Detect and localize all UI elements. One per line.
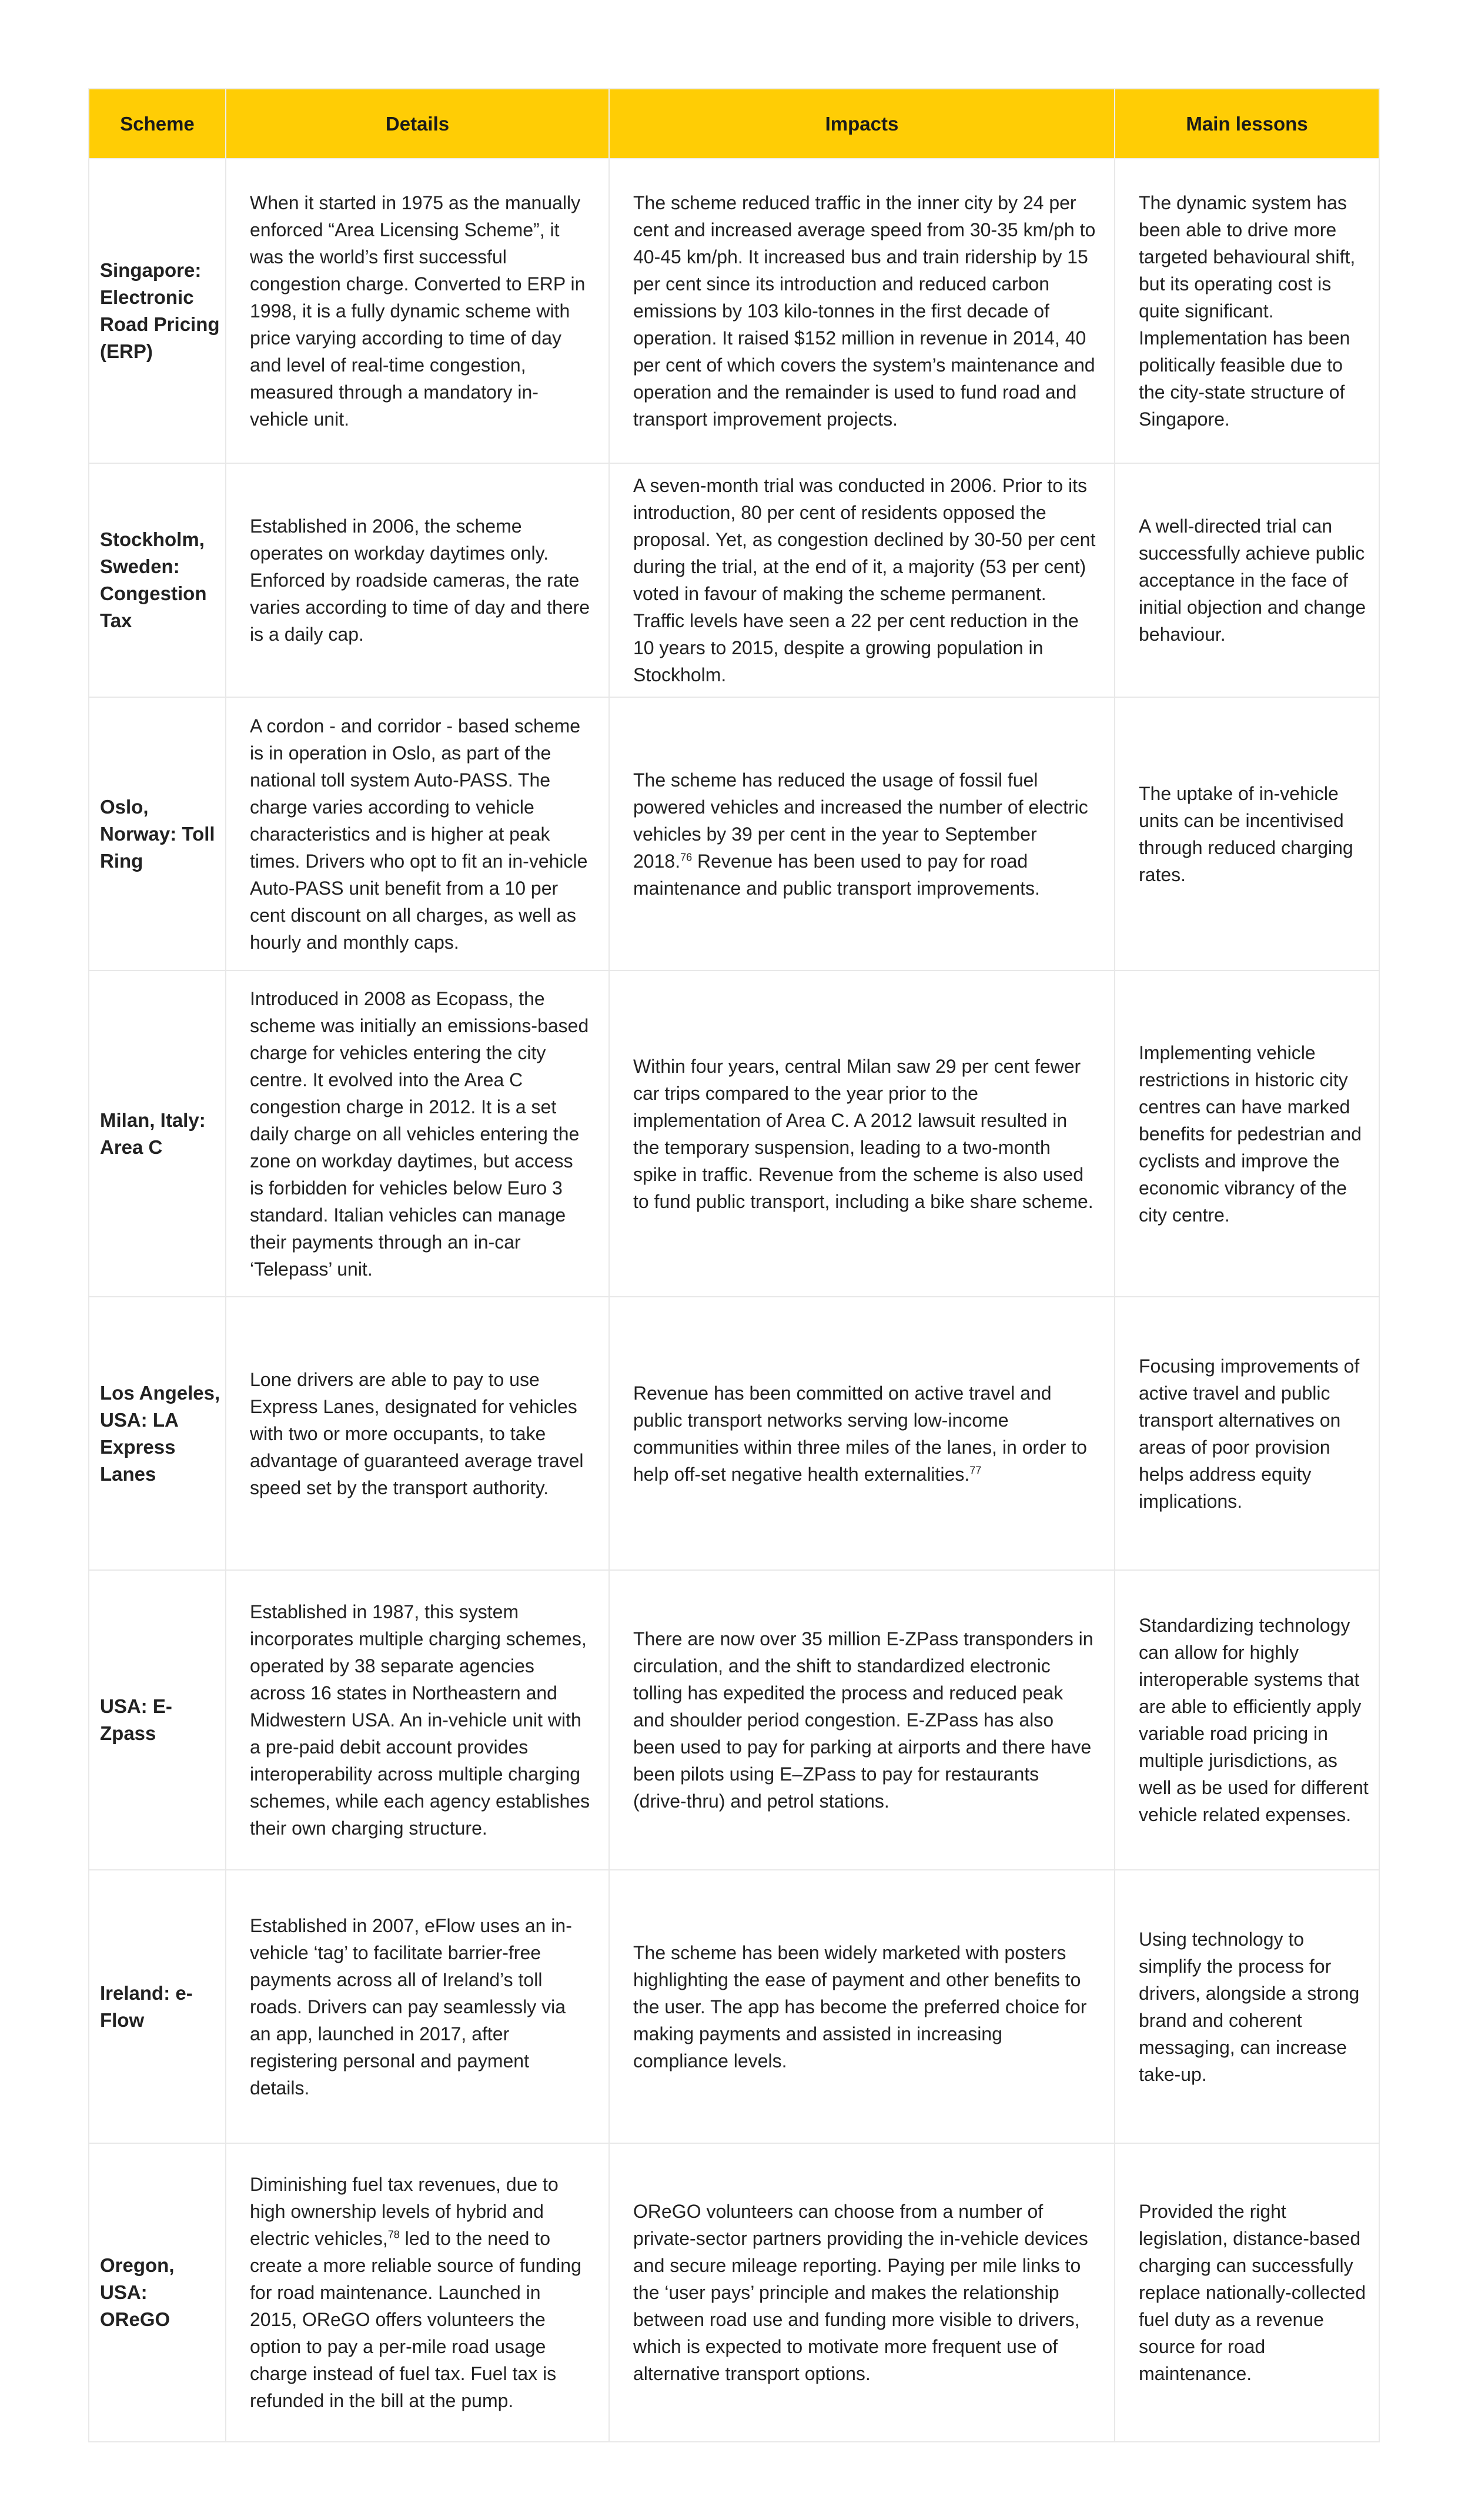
lessons-cell: Provided the right legislation, distance-based charging can successfully replace nationally-collected fuel duty as a revenue source for road maintenance.	[1115, 2143, 1379, 2442]
impacts-cell: There are now over 35 million E-ZPass transponders in circulation, and the shift to standardized electronic tolling has expedited the process and reduced peak and shoulder period congestion. E-ZPass has also been used to pay for parking at airports and there have been pilots using E–ZPass to pay for restaurants (drive-thru) and petrol stations.	[609, 1570, 1115, 1870]
table-row	[89, 1870, 1379, 2143]
header-impacts: Impacts	[609, 89, 1115, 159]
impacts-cell: OReGO volunteers can choose from a number of private-sector partners providing the in-vehicle devices and secure mileage reporting. Paying per mile links to the ‘user pays’ principle and makes the relationship between road use and funding more visible to drivers, which is expected to motivate more frequent use of alternative transport options.	[609, 2143, 1115, 2442]
details-cell: Established in 1987, this system incorporates multiple charging schemes, operated by 38 separate agencies across 16 states in Northeastern and Midwestern USA. An in-vehicle unit with a pre-paid debit account provides interoperability across multiple charging schemes, while each agency establishes their own charging structure.	[226, 1570, 609, 1870]
lessons-cell: Implementing vehicle restrictions in historic city centres can have marked benefits for pedestrian and cyclists and improve the economic vibrancy of the city centre.	[1115, 970, 1379, 1297]
footnote-ref: 77	[969, 1464, 982, 1476]
table-row	[89, 159, 1379, 463]
details-cell: Introduced in 2008 as Ecopass, the scheme was initially an emissions-based charge for vehicles entering the city centre. It evolved into the Area C congestion charge in 2012. It is a set daily charge on all vehicles entering the zone on workday daytimes, but access is forbidden for vehicles below Euro 3 standard. Italian vehicles can manage their payments through an in-car ‘Telepass’ unit.	[226, 970, 609, 1297]
details-cell: Established in 2007, eFlow uses an in-vehicle ‘tag’ to facilitate barrier-free payments across all of Ireland’s toll roads. Drivers can pay seamlessly via an app, launched in 2017, after registering personal and payment details.	[226, 1870, 609, 2143]
details-cell: A cordon - and corridor - based scheme is in operation in Oslo, as part of the national toll system Auto-PASS. The charge varies according to vehicle characteristics and is higher at peak times. Drivers who opt to fit an in-vehicle Auto-PASS unit benefit from a 10 per cent discount on all charges, as well as hourly and monthly caps.	[226, 697, 609, 970]
impacts-text: The scheme has reduced the usage of fossil fuel powered vehicles and increased the number of electric vehicles by 39 per cent in the year to September 2018.	[633, 769, 1088, 872]
lessons-cell: A well-directed trial can successfully achieve public acceptance in the face of initial objection and change behaviour.	[1115, 463, 1379, 697]
table-row	[89, 1297, 1379, 1570]
details-cell: Lone drivers are able to pay to use Express Lanes, designated for vehicles with two or more occupants, to take advantage of guaranteed average travel speed set by the transport authority.	[226, 1297, 609, 1570]
scheme-cell: Oregon, USA: OReGO	[89, 2143, 226, 2442]
scheme-cell: Singapore: Electronic Road Pricing (ERP)	[89, 159, 226, 463]
table-row	[89, 2143, 1379, 2442]
table-row	[89, 970, 1379, 1297]
table-body	[89, 159, 1379, 2442]
scheme-cell: Los Angeles, USA: LA Express Lanes	[89, 1297, 226, 1570]
impacts-cell: The scheme reduced traffic in the inner city by 24 per cent and increased average speed from 30-35 km/ph to 40-45 km/ph. It increased bus and train ridership by 15 per cent since its introduction and reduced carbon emissions by 103 kilo-tonnes in the first decade of operation. It raised $152 million in revenue in 2014, 40 per cent of which covers the system’s maintenance and operation and the remainder is used to fund road and transport improvement projects.	[609, 159, 1115, 463]
scheme-cell: Milan, Italy: Area C	[89, 970, 226, 1297]
impacts-cell	[609, 697, 1115, 970]
details-cell: Established in 2006, the scheme operates on workday daytimes only. Enforced by roadside cameras, the rate varies according to time of day and there is a daily cap.	[226, 463, 609, 697]
details-text: Diminishing fuel tax revenues, due to high ownership levels of hybrid and electric vehicles,	[250, 2174, 559, 2249]
scheme-cell: Ireland: e-Flow	[89, 1870, 226, 2143]
table-header	[89, 89, 1379, 159]
lessons-cell: Using technology to simplify the process for drivers, alongside a strong brand and coherent messaging, can increase take-up.	[1115, 1870, 1379, 2143]
impacts-text: Revenue has been committed on active travel and public transport networks serving low-income communities within three miles of the lanes, in order to help off-set negative health externalities.	[633, 1382, 1087, 1485]
scheme-cell: Oslo, Norway: Toll Ring	[89, 697, 226, 970]
details-cell	[226, 2143, 609, 2442]
scheme-cell: USA: E-Zpass	[89, 1570, 226, 1870]
lessons-cell: The uptake of in-vehicle units can be incentivised through reduced charging rates.	[1115, 697, 1379, 970]
header-details: Details	[226, 89, 609, 159]
table-row	[89, 1570, 1379, 1870]
lessons-cell: Standardizing technology can allow for highly interoperable systems that are able to efficiently apply variable road pricing in multiple jurisdictions, as well as be used for different vehicle related expenses.	[1115, 1570, 1379, 1870]
lessons-cell: Focusing improvements of active travel and public transport alternatives on areas of poor provision helps address equity implications.	[1115, 1297, 1379, 1570]
details-text-after: led to the need to create a more reliable source of funding for road maintenance. Launched in 2015, OReGO offers volunteers the option to pay a per-mile road usage charge instead of fuel tax. Fuel tax is refunded in the bill at the pump.	[250, 2228, 581, 2411]
road-pricing-schemes-table	[88, 88, 1380, 2442]
impacts-cell: Within four years, central Milan saw 29 per cent fewer car trips compared to the year prior to the implementation of Area C. A 2012 lawsuit resulted in the temporary suspension, leading to a two-month spike in traffic. Revenue from the scheme is also used to fund public transport, including a bike share scheme.	[609, 970, 1115, 1297]
details-cell: When it started in 1975 as the manually enforced “Area Licensing Scheme”, it was the world’s first successful congestion charge. Converted to ERP in 1998, it is a fully dynamic scheme with price varying according to time of day and level of real-time congestion, measured through a mandatory in-vehicle unit.	[226, 159, 609, 463]
scheme-cell: Stockholm, Sweden: Congestion Tax	[89, 463, 226, 697]
table-row	[89, 697, 1379, 970]
impacts-text-after: Revenue has been used to pay for road maintenance and public transport improvements.	[633, 850, 1040, 899]
header-main-lessons: Main lessons	[1115, 89, 1379, 159]
header-row	[89, 89, 1379, 159]
schemes-table-container	[88, 88, 1379, 2442]
lessons-cell: The dynamic system has been able to drive more targeted behavioural shift, but its operating cost is quite significant. Implementation has been politically feasible due to the city-state structure of Singapore.	[1115, 159, 1379, 463]
table-row	[89, 463, 1379, 697]
impacts-cell: A seven-month trial was conducted in 2006. Prior to its introduction, 80 per cent of residents opposed the proposal. Yet, as congestion declined by 30-50 per cent during the trial, at the end of it, a majority (53 per cent) voted in favour of making the scheme permanent. Traffic levels have seen a 22 per cent reduction in the 10 years to 2015, despite a growing population in Stockholm.	[609, 463, 1115, 697]
impacts-cell	[609, 1297, 1115, 1570]
impacts-cell: The scheme has been widely marketed with posters highlighting the ease of payment and other benefits to the user. The app has become the preferred choice for making payments and assisted in increasing compliance levels.	[609, 1870, 1115, 2143]
footnote-ref: 78	[387, 2228, 400, 2241]
footnote-ref: 76	[680, 851, 693, 863]
header-scheme: Scheme	[89, 89, 226, 159]
